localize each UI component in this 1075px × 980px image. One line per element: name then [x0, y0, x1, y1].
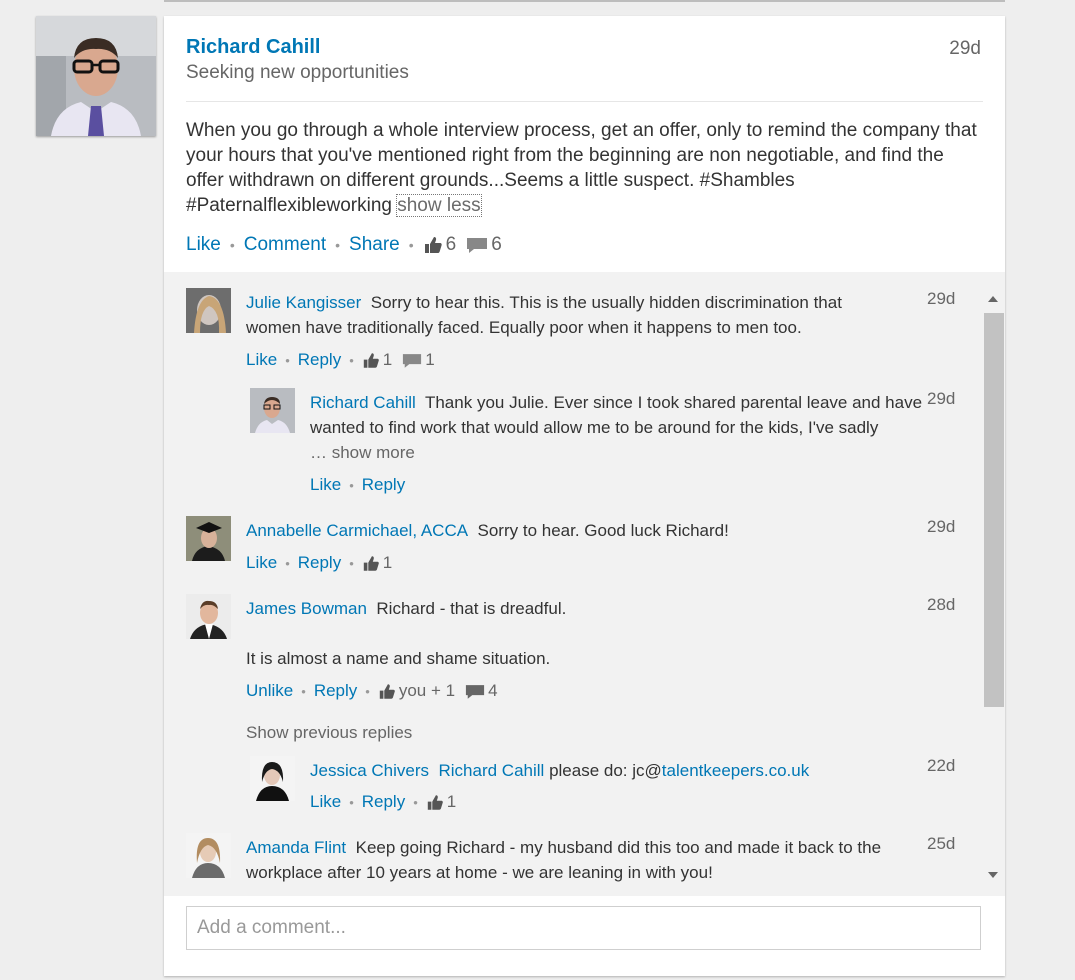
- comment-text-block: [310, 758, 960, 783]
- separator-dot: •: [285, 555, 290, 571]
- post-actions: [186, 234, 502, 256]
- commenter-avatar[interactable]: [186, 288, 231, 333]
- scroll-down-arrow-icon[interactable]: [988, 872, 998, 878]
- commenter-avatar[interactable]: [250, 756, 295, 801]
- commenter-name[interactable]: James Bowman: [246, 599, 367, 618]
- speech-bubble-icon: [465, 683, 485, 700]
- comment-like-button[interactable]: Like: [246, 553, 278, 572]
- commenter-name[interactable]: Jessica Chivers: [310, 761, 430, 780]
- comment-age: 25d: [927, 834, 956, 853]
- add-comment-input[interactable]: [186, 906, 981, 950]
- scrollbar-thumb[interactable]: [984, 313, 1004, 707]
- comment-like-count[interactable]: [362, 350, 392, 370]
- speech-bubble-icon: [402, 352, 422, 369]
- comment-age: 22d: [927, 756, 956, 775]
- comment-text-block: [246, 596, 896, 621]
- separator-dot: •: [301, 683, 306, 699]
- comment-age: 29d: [927, 517, 956, 536]
- post-like-count[interactable]: [423, 234, 457, 256]
- comment-actions: [310, 475, 405, 495]
- comment-text-block: [310, 390, 966, 465]
- like-count: 1: [446, 792, 457, 811]
- commenter-avatar[interactable]: [250, 388, 295, 433]
- comment-age: 29d: [927, 289, 956, 308]
- commenter-name[interactable]: Annabelle Carmichael, ACCA: [246, 521, 469, 540]
- commenter-name[interactable]: Richard Cahill: [310, 393, 416, 412]
- commenter-name[interactable]: Amanda Flint: [246, 838, 347, 857]
- mention-link[interactable]: Richard Cahill: [438, 761, 545, 780]
- like-button[interactable]: Like: [186, 234, 221, 255]
- comment-age: 28d: [927, 595, 956, 614]
- speech-bubble-icon: [466, 236, 488, 254]
- like-count: 1: [382, 553, 393, 572]
- commenter-avatar[interactable]: [186, 594, 231, 639]
- comment-like-button[interactable]: Like: [310, 475, 342, 494]
- separator-dot: •: [365, 683, 370, 699]
- comment-like-button[interactable]: Like: [246, 350, 278, 369]
- top-divider: [164, 0, 1005, 2]
- comment-text: Sorry to hear this. This is the usually hidden discrimination that women have traditionally faced. Equally poor when it happens to men too.: [246, 293, 842, 337]
- author-avatar[interactable]: [36, 16, 156, 136]
- separator-dot: •: [349, 555, 354, 571]
- comment-reply-button[interactable]: Reply: [361, 475, 406, 494]
- comment-text: please do: jc@: [549, 761, 662, 780]
- comment-text: Keep going Richard - my husband did this too and made it back to the workplace after 10 years at home - we are leaning in with you!: [246, 838, 882, 882]
- show-previous-replies-link[interactable]: Show previous replies: [246, 723, 413, 742]
- post-card: [164, 16, 1005, 976]
- comment-like-count[interactable]: [378, 681, 455, 701]
- thumbs-up-icon: [362, 352, 380, 369]
- show-more-link[interactable]: … show more: [310, 443, 415, 462]
- comment-actions: [246, 681, 498, 701]
- comment-actions: [246, 350, 435, 370]
- comment-like-button[interactable]: Like: [310, 792, 342, 811]
- separator-dot: •: [229, 237, 235, 253]
- comment-text: Richard - that is dreadful.: [376, 599, 567, 618]
- separator-dot: •: [349, 477, 354, 493]
- comment-text: Thank you Julie. Ever since I took shared parental leave and have wanted to find work that would allow me to be around for the kids, I've sadly: [310, 393, 923, 437]
- like-count: 1: [382, 350, 393, 369]
- scroll-up-arrow-icon[interactable]: [988, 296, 998, 302]
- comment-unlike-button[interactable]: Unlike: [246, 681, 294, 700]
- reply-count: 4: [488, 681, 498, 700]
- post-author-name[interactable]: Richard Cahill: [186, 36, 321, 58]
- share-button[interactable]: Share: [349, 234, 400, 255]
- post-divider: [186, 101, 983, 102]
- like-count: you + 1: [398, 681, 456, 700]
- separator-dot: •: [408, 237, 414, 253]
- separator-dot: •: [335, 237, 341, 253]
- post-author-headline: Seeking new opportunities: [186, 62, 409, 83]
- comment-text-block: [246, 290, 896, 340]
- comment-actions: [246, 553, 392, 573]
- thumbs-up-icon: [423, 236, 443, 254]
- thumbs-up-icon: [362, 555, 380, 572]
- website-link[interactable]: talentkeepers.co.uk: [661, 761, 810, 780]
- comment-text: Sorry to hear. Good luck Richard!: [477, 521, 729, 540]
- comment-reply-button[interactable]: Reply: [361, 792, 406, 811]
- like-count: 6: [445, 234, 457, 255]
- post-comment-count[interactable]: [466, 234, 502, 256]
- separator-dot: •: [349, 794, 354, 810]
- separator-dot: •: [413, 794, 418, 810]
- separator-dot: •: [285, 352, 290, 368]
- post-body: [186, 118, 986, 218]
- comment-text-second-line: It is almost a name and shame situation.: [246, 649, 551, 668]
- comment-like-count[interactable]: [426, 792, 456, 812]
- comment-like-count[interactable]: [362, 553, 392, 573]
- comment-reply-button[interactable]: Reply: [313, 681, 358, 700]
- comment-reply-button[interactable]: Reply: [297, 350, 342, 369]
- comment-button[interactable]: Comment: [243, 234, 327, 255]
- comment-count: 6: [491, 234, 502, 255]
- reply-count: 1: [425, 350, 435, 369]
- show-less-link[interactable]: show less: [397, 195, 481, 216]
- comment-text-block: [246, 518, 896, 543]
- post-body-text: When you go through a whole interview process, get an offer, only to remind the company that your hours that you've mentioned right from the beginning are non negotiable, and find the offer withdrawn on different grounds...Seems a little suspect. #Shambles #Paternalflexibleworking: [186, 120, 977, 216]
- comment-age: 29d: [927, 389, 956, 408]
- comment-text-block: [246, 835, 896, 885]
- commenter-name[interactable]: Julie Kangisser: [246, 293, 362, 312]
- comment-reply-button[interactable]: Reply: [297, 553, 342, 572]
- comments-section: [164, 272, 1005, 896]
- comment-reply-count[interactable]: [465, 681, 497, 701]
- commenter-avatar[interactable]: [186, 516, 231, 561]
- comment-reply-count[interactable]: [402, 350, 434, 370]
- separator-dot: •: [349, 352, 354, 368]
- commenter-avatar[interactable]: [186, 833, 231, 878]
- thumbs-up-icon: [426, 794, 444, 811]
- thumbs-up-icon: [378, 683, 396, 700]
- comment-actions: [310, 792, 456, 812]
- post-age: 29d: [949, 38, 981, 59]
